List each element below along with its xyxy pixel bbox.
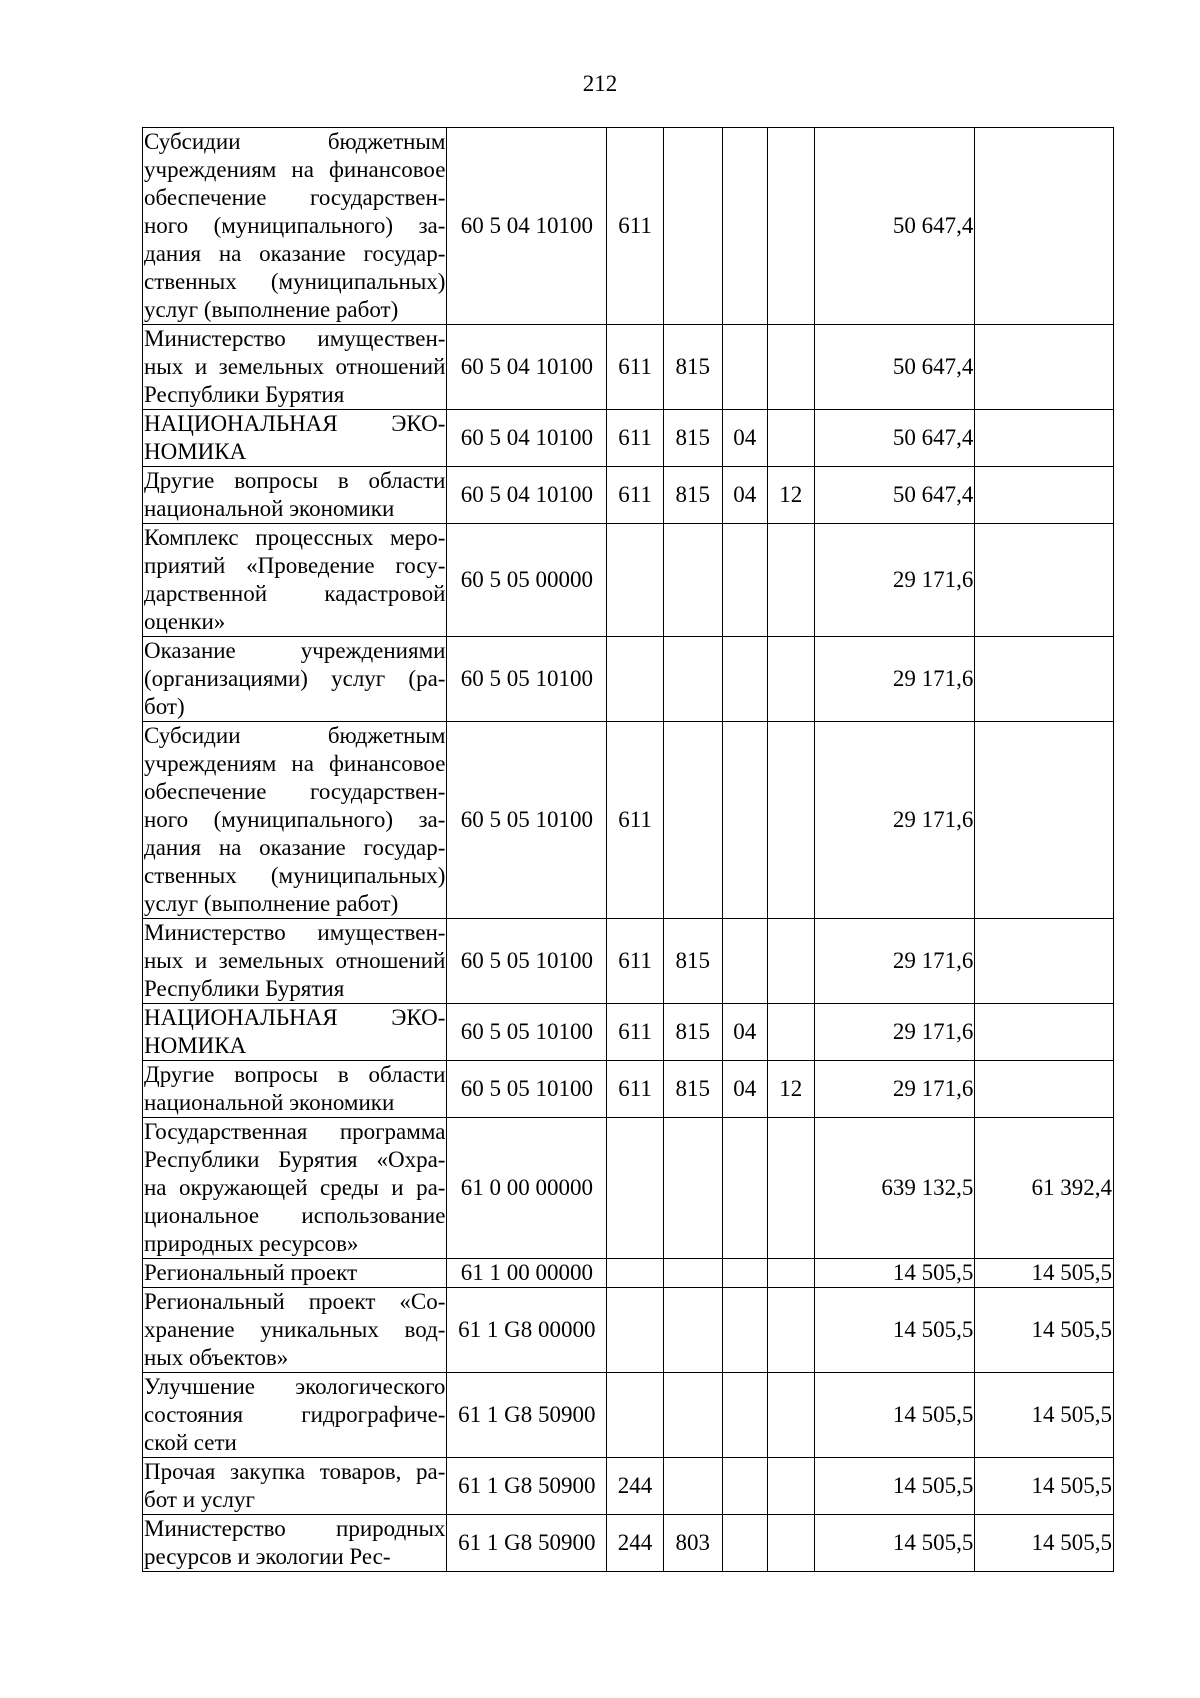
subsection-cell bbox=[768, 1515, 815, 1572]
section-cell bbox=[722, 128, 768, 325]
item-name-cell bbox=[143, 128, 447, 325]
item-name-line: Республики Бурятия bbox=[144, 382, 345, 407]
section-cell bbox=[722, 1259, 768, 1288]
ministry-code-cell: 803 bbox=[663, 1515, 722, 1572]
expense-type-cell: 611 bbox=[607, 410, 664, 467]
target-article-cell: 60 5 05 10100 bbox=[447, 1061, 607, 1118]
ministry-code-cell: 815 bbox=[663, 1061, 722, 1118]
target-article-cell: 60 5 04 10100 bbox=[447, 467, 607, 524]
item-name-cell bbox=[143, 1004, 447, 1061]
target-article-cell: 61 0 00 00000 bbox=[447, 1118, 607, 1259]
item-name-line: дарственной кадастровой bbox=[144, 581, 446, 606]
item-name-line: Региональный проект «Со- bbox=[144, 1289, 446, 1314]
amount-cell: 14 505,5 bbox=[814, 1373, 975, 1458]
table-row bbox=[143, 467, 1114, 524]
budget-table bbox=[142, 127, 1114, 1572]
subsection-cell bbox=[768, 722, 815, 919]
section-cell bbox=[722, 524, 768, 637]
item-name-line: на окружающей среды и ра- bbox=[144, 1175, 446, 1200]
table-row bbox=[143, 410, 1114, 467]
budget-table-body bbox=[143, 128, 1114, 1572]
item-name-line: Республики Бурятия «Охра- bbox=[144, 1147, 446, 1172]
item-name-line: природных ресурсов» bbox=[144, 1231, 359, 1256]
item-name-line: Субсидии бюджетным bbox=[144, 723, 446, 748]
table-row bbox=[143, 1458, 1114, 1515]
target-article-cell: 60 5 05 10100 bbox=[447, 637, 607, 722]
section-cell: 04 bbox=[722, 467, 768, 524]
table-row bbox=[143, 325, 1114, 410]
item-name-line: ных и земельных отношений bbox=[144, 354, 446, 379]
item-name-line: национальной экономики bbox=[144, 1090, 395, 1115]
item-name-line: НАЦИОНАЛЬНАЯ ЭКО- bbox=[144, 411, 446, 436]
section-cell bbox=[722, 637, 768, 722]
item-name-line: Министерство имуществен- bbox=[144, 326, 446, 351]
section-cell bbox=[722, 1458, 768, 1515]
subsection-cell bbox=[768, 919, 815, 1004]
item-name-line: Другие вопросы в области bbox=[144, 1062, 446, 1087]
ministry-code-cell bbox=[663, 1118, 722, 1259]
table-row bbox=[143, 1061, 1114, 1118]
expense-type-cell: 611 bbox=[607, 722, 664, 919]
item-name-cell bbox=[143, 1458, 447, 1515]
ministry-code-cell bbox=[663, 1288, 722, 1373]
amount-2-cell bbox=[975, 325, 1114, 410]
subsection-cell bbox=[768, 410, 815, 467]
section-cell bbox=[722, 325, 768, 410]
table-row bbox=[143, 1288, 1114, 1373]
item-name-line: Субсидии бюджетным bbox=[144, 129, 446, 154]
item-name-line: ской сети bbox=[144, 1430, 237, 1455]
amount-cell: 29 171,6 bbox=[814, 919, 975, 1004]
amount-2-cell bbox=[975, 637, 1114, 722]
item-name-line: бот и услуг bbox=[144, 1487, 255, 1512]
target-article-cell: 60 5 04 10100 bbox=[447, 128, 607, 325]
subsection-cell bbox=[768, 1118, 815, 1259]
target-article-cell: 60 5 04 10100 bbox=[447, 410, 607, 467]
item-name-cell bbox=[143, 325, 447, 410]
item-name-line: учреждениям на финансовое bbox=[144, 751, 446, 776]
amount-2-cell bbox=[975, 1061, 1114, 1118]
amount-2-cell bbox=[975, 128, 1114, 325]
item-name-cell bbox=[143, 524, 447, 637]
amount-cell: 50 647,4 bbox=[814, 410, 975, 467]
item-name-line: Республики Бурятия bbox=[144, 976, 345, 1001]
item-name-line: ного (муниципального) за- bbox=[144, 213, 446, 238]
item-name-line: Комплекс процессных меро- bbox=[144, 525, 446, 550]
target-article-cell: 61 1 G8 00000 bbox=[447, 1288, 607, 1373]
section-cell bbox=[722, 1373, 768, 1458]
expense-type-cell bbox=[607, 637, 664, 722]
subsection-cell bbox=[768, 1288, 815, 1373]
item-name-line: оценки» bbox=[144, 609, 226, 634]
amount-2-cell: 61 392,4 bbox=[975, 1118, 1114, 1259]
amount-2-cell: 14 505,5 bbox=[975, 1373, 1114, 1458]
item-name-line: бот) bbox=[144, 694, 185, 719]
expense-type-cell: 611 bbox=[607, 467, 664, 524]
expense-type-cell: 611 bbox=[607, 325, 664, 410]
item-name-line: ственных (муниципальных) bbox=[144, 269, 446, 294]
item-name-cell bbox=[143, 637, 447, 722]
expense-type-cell bbox=[607, 1118, 664, 1259]
page-number: 212 bbox=[582, 71, 618, 96]
amount-2-cell: 14 505,5 bbox=[975, 1515, 1114, 1572]
subsection-cell bbox=[768, 1458, 815, 1515]
item-name-line: приятий «Проведение госу- bbox=[144, 553, 446, 578]
target-article-cell: 61 1 G8 50900 bbox=[447, 1458, 607, 1515]
item-name-line: Улучшение экологического bbox=[144, 1374, 446, 1399]
item-name-cell bbox=[143, 410, 447, 467]
item-name-line: ного (муниципального) за- bbox=[144, 807, 446, 832]
item-name-line: Прочая закупка товаров, ра- bbox=[144, 1459, 446, 1484]
item-name-cell bbox=[143, 1373, 447, 1458]
amount-cell: 14 505,5 bbox=[814, 1458, 975, 1515]
expense-type-cell: 611 bbox=[607, 919, 664, 1004]
item-name-cell bbox=[143, 1259, 447, 1288]
expense-type-cell bbox=[607, 1288, 664, 1373]
section-cell bbox=[722, 1515, 768, 1572]
subsection-cell bbox=[768, 1004, 815, 1061]
amount-cell: 50 647,4 bbox=[814, 467, 975, 524]
amount-cell: 50 647,4 bbox=[814, 325, 975, 410]
ministry-code-cell bbox=[663, 524, 722, 637]
expense-type-cell: 611 bbox=[607, 1004, 664, 1061]
item-name-cell bbox=[143, 919, 447, 1004]
target-article-cell: 60 5 05 10100 bbox=[447, 1004, 607, 1061]
item-name-line: дания на оказание государ- bbox=[144, 241, 446, 266]
item-name-line: состояния гидрографиче- bbox=[144, 1402, 446, 1427]
expense-type-cell: 611 bbox=[607, 128, 664, 325]
ministry-code-cell: 815 bbox=[663, 467, 722, 524]
amount-cell: 14 505,5 bbox=[814, 1259, 975, 1288]
section-cell bbox=[722, 1288, 768, 1373]
item-name-line: Государственная программа bbox=[144, 1119, 446, 1144]
item-name-line: ных объектов» bbox=[144, 1345, 289, 1370]
section-cell bbox=[722, 919, 768, 1004]
amount-cell: 639 132,5 bbox=[814, 1118, 975, 1259]
subsection-cell: 12 bbox=[768, 467, 815, 524]
item-name-cell bbox=[143, 722, 447, 919]
expense-type-cell bbox=[607, 1373, 664, 1458]
item-name-line: ресурсов и экологии Рес- bbox=[144, 1544, 391, 1569]
item-name-cell bbox=[143, 467, 447, 524]
subsection-cell: 12 bbox=[768, 1061, 815, 1118]
expense-type-cell bbox=[607, 1259, 664, 1288]
table-row bbox=[143, 1373, 1114, 1458]
subsection-cell bbox=[768, 637, 815, 722]
item-name-cell bbox=[143, 1288, 447, 1373]
section-cell: 04 bbox=[722, 410, 768, 467]
table-row bbox=[143, 524, 1114, 637]
subsection-cell bbox=[768, 128, 815, 325]
table-row bbox=[143, 1004, 1114, 1061]
item-name-line: (организациями) услуг (ра- bbox=[144, 666, 446, 691]
target-article-cell: 61 1 G8 50900 bbox=[447, 1515, 607, 1572]
amount-2-cell bbox=[975, 919, 1114, 1004]
target-article-cell: 60 5 05 10100 bbox=[447, 722, 607, 919]
target-article-cell: 60 5 05 10100 bbox=[447, 919, 607, 1004]
amount-2-cell bbox=[975, 524, 1114, 637]
table-row bbox=[143, 1118, 1114, 1259]
table-row bbox=[143, 722, 1114, 919]
section-cell: 04 bbox=[722, 1061, 768, 1118]
table-row bbox=[143, 1515, 1114, 1572]
ministry-code-cell bbox=[663, 637, 722, 722]
table-row bbox=[143, 1259, 1114, 1288]
item-name-line: Министерство имуществен- bbox=[144, 920, 446, 945]
item-name-line: услуг (выполнение работ) bbox=[144, 297, 399, 322]
item-name-line: циональное использование bbox=[144, 1203, 446, 1228]
table-row bbox=[143, 637, 1114, 722]
item-name-line: Другие вопросы в области bbox=[144, 468, 446, 493]
expense-type-cell: 244 bbox=[607, 1515, 664, 1572]
subsection-cell bbox=[768, 1259, 815, 1288]
amount-cell: 50 647,4 bbox=[814, 128, 975, 325]
ministry-code-cell: 815 bbox=[663, 325, 722, 410]
item-name-line: НОМИКА bbox=[144, 439, 247, 464]
subsection-cell bbox=[768, 1373, 815, 1458]
item-name-line: ственных (муниципальных) bbox=[144, 863, 446, 888]
section-cell bbox=[722, 1118, 768, 1259]
item-name-line: услуг (выполнение работ) bbox=[144, 891, 399, 916]
table-row bbox=[143, 128, 1114, 325]
ministry-code-cell bbox=[663, 722, 722, 919]
item-name-line: учреждениям на финансовое bbox=[144, 157, 446, 182]
target-article-cell: 60 5 04 10100 bbox=[447, 325, 607, 410]
amount-2-cell bbox=[975, 722, 1114, 919]
target-article-cell: 61 1 00 00000 bbox=[447, 1259, 607, 1288]
item-name-line: хранение уникальных вод- bbox=[144, 1317, 446, 1342]
amount-2-cell: 14 505,5 bbox=[975, 1288, 1114, 1373]
amount-cell: 29 171,6 bbox=[814, 524, 975, 637]
table-row bbox=[143, 919, 1114, 1004]
ministry-code-cell: 815 bbox=[663, 1004, 722, 1061]
item-name-cell bbox=[143, 1515, 447, 1572]
subsection-cell bbox=[768, 325, 815, 410]
item-name-line: Министерство природных bbox=[144, 1516, 446, 1541]
amount-cell: 29 171,6 bbox=[814, 1004, 975, 1061]
amount-cell: 14 505,5 bbox=[814, 1288, 975, 1373]
expense-type-cell: 611 bbox=[607, 1061, 664, 1118]
item-name-line: обеспечение государствен- bbox=[144, 185, 446, 210]
item-name-line: НОМИКА bbox=[144, 1033, 247, 1058]
item-name-line: обеспечение государствен- bbox=[144, 779, 446, 804]
subsection-cell bbox=[768, 524, 815, 637]
item-name-line: Оказание учреждениями bbox=[144, 638, 446, 663]
ministry-code-cell bbox=[663, 1458, 722, 1515]
amount-2-cell: 14 505,5 bbox=[975, 1458, 1114, 1515]
item-name-line: национальной экономики bbox=[144, 496, 395, 521]
item-name-line: дания на оказание государ- bbox=[144, 835, 446, 860]
amount-2-cell: 14 505,5 bbox=[975, 1259, 1114, 1288]
ministry-code-cell bbox=[663, 1259, 722, 1288]
item-name-line: НАЦИОНАЛЬНАЯ ЭКО- bbox=[144, 1005, 446, 1030]
section-cell: 04 bbox=[722, 1004, 768, 1061]
item-name-cell bbox=[143, 1118, 447, 1259]
amount-2-cell bbox=[975, 467, 1114, 524]
expense-type-cell bbox=[607, 524, 664, 637]
ministry-code-cell: 815 bbox=[663, 919, 722, 1004]
amount-cell: 29 171,6 bbox=[814, 722, 975, 919]
amount-cell: 14 505,5 bbox=[814, 1515, 975, 1572]
target-article-cell: 61 1 G8 50900 bbox=[447, 1373, 607, 1458]
item-name-line: Региональный проект bbox=[144, 1260, 358, 1285]
ministry-code-cell: 815 bbox=[663, 410, 722, 467]
amount-2-cell bbox=[975, 410, 1114, 467]
item-name-line: ных и земельных отношений bbox=[144, 948, 446, 973]
item-name-cell bbox=[143, 1061, 447, 1118]
expense-type-cell: 244 bbox=[607, 1458, 664, 1515]
amount-cell: 29 171,6 bbox=[814, 637, 975, 722]
amount-cell: 29 171,6 bbox=[814, 1061, 975, 1118]
section-cell bbox=[722, 722, 768, 919]
ministry-code-cell bbox=[663, 1373, 722, 1458]
ministry-code-cell bbox=[663, 128, 722, 325]
target-article-cell: 60 5 05 00000 bbox=[447, 524, 607, 637]
amount-2-cell bbox=[975, 1004, 1114, 1061]
